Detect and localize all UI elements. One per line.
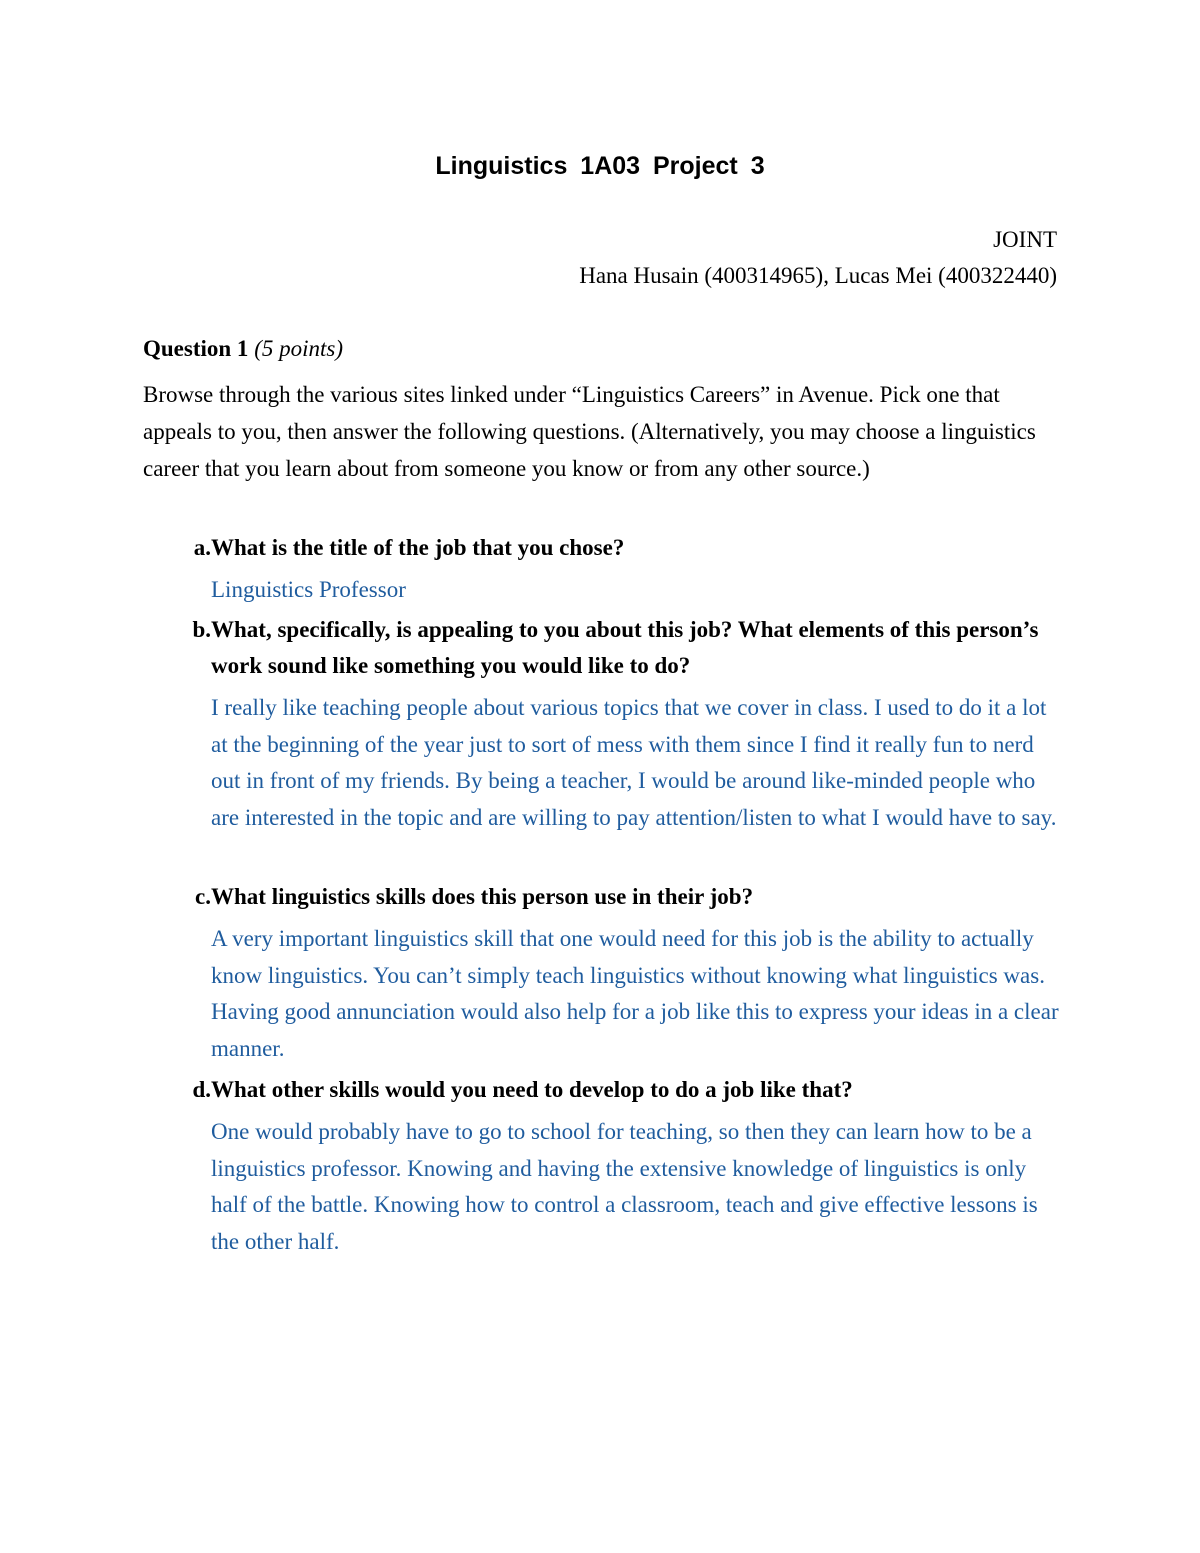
- subquestion-marker: b.: [192, 617, 211, 642]
- subquestion-a: [143, 530, 1063, 609]
- question-intro: Browse through the various sites linked under “Linguistics Careers” in Avenue. Pick one that appeals to you, then answer the following questions. (Alternatively, you may choose a linguistics career that you learn about from someone you know or from any other source.): [143, 382, 1036, 481]
- question-label: Question 1: [143, 336, 249, 361]
- subquestion-marker: a.: [193, 535, 211, 560]
- author-block: [579, 222, 1057, 294]
- joint-label: JOINT: [993, 227, 1057, 252]
- subquestion-text: What, specifically, is appealing to you about this job? What elements of this person’s work sound like something you would like to do?: [211, 617, 1039, 678]
- subquestion-answer: I really like teaching people about various topics that we cover in class. I used to do it a lot at the beginning of the year just to sort of mess with them since I find it really fun to nerd out in front of my friends. By being a teacher, I would be around like-minded people who are interested in the topic and are willing to pay attention/listen to what I would have to say.: [211, 695, 1057, 830]
- document-title: Linguistics 1A03 Project 3: [435, 152, 765, 180]
- subquestion-answer: A very important linguistics skill that one would need for this job is the ability to actually know linguistics. You can’t simply teach linguistics without knowing what linguistics was. Having good annunciation would also help for a job like this to express your ideas in a clear manner.: [211, 926, 1059, 1061]
- subquestion-c: [143, 879, 1063, 1067]
- subquestion-marker: c.: [195, 884, 211, 909]
- subquestion-marker: d.: [192, 1077, 211, 1102]
- question-heading: [143, 336, 343, 362]
- subquestion-answer: Linguistics Professor: [211, 577, 406, 602]
- question-points: (5 points): [254, 336, 343, 361]
- subquestion-text: What is the title of the job that you chose?: [211, 535, 625, 560]
- author-names: Hana Husain (400314965), Lucas Mei (400322440): [579, 263, 1057, 288]
- subquestion-text: What other skills would you need to develop to do a job like that?: [211, 1077, 853, 1102]
- subquestion-text: What linguistics skills does this person use in their job?: [211, 884, 754, 909]
- subquestion-b: [143, 612, 1063, 836]
- subquestion-answer: One would probably have to go to school for teaching, so then they can learn how to be a linguistics professor. Knowing and having the extensive knowledge of linguistics is only half of the battle. Knowing how to control a classroom, teach and give effective lessons is the other half.: [211, 1119, 1038, 1254]
- subquestion-d: [143, 1072, 1063, 1260]
